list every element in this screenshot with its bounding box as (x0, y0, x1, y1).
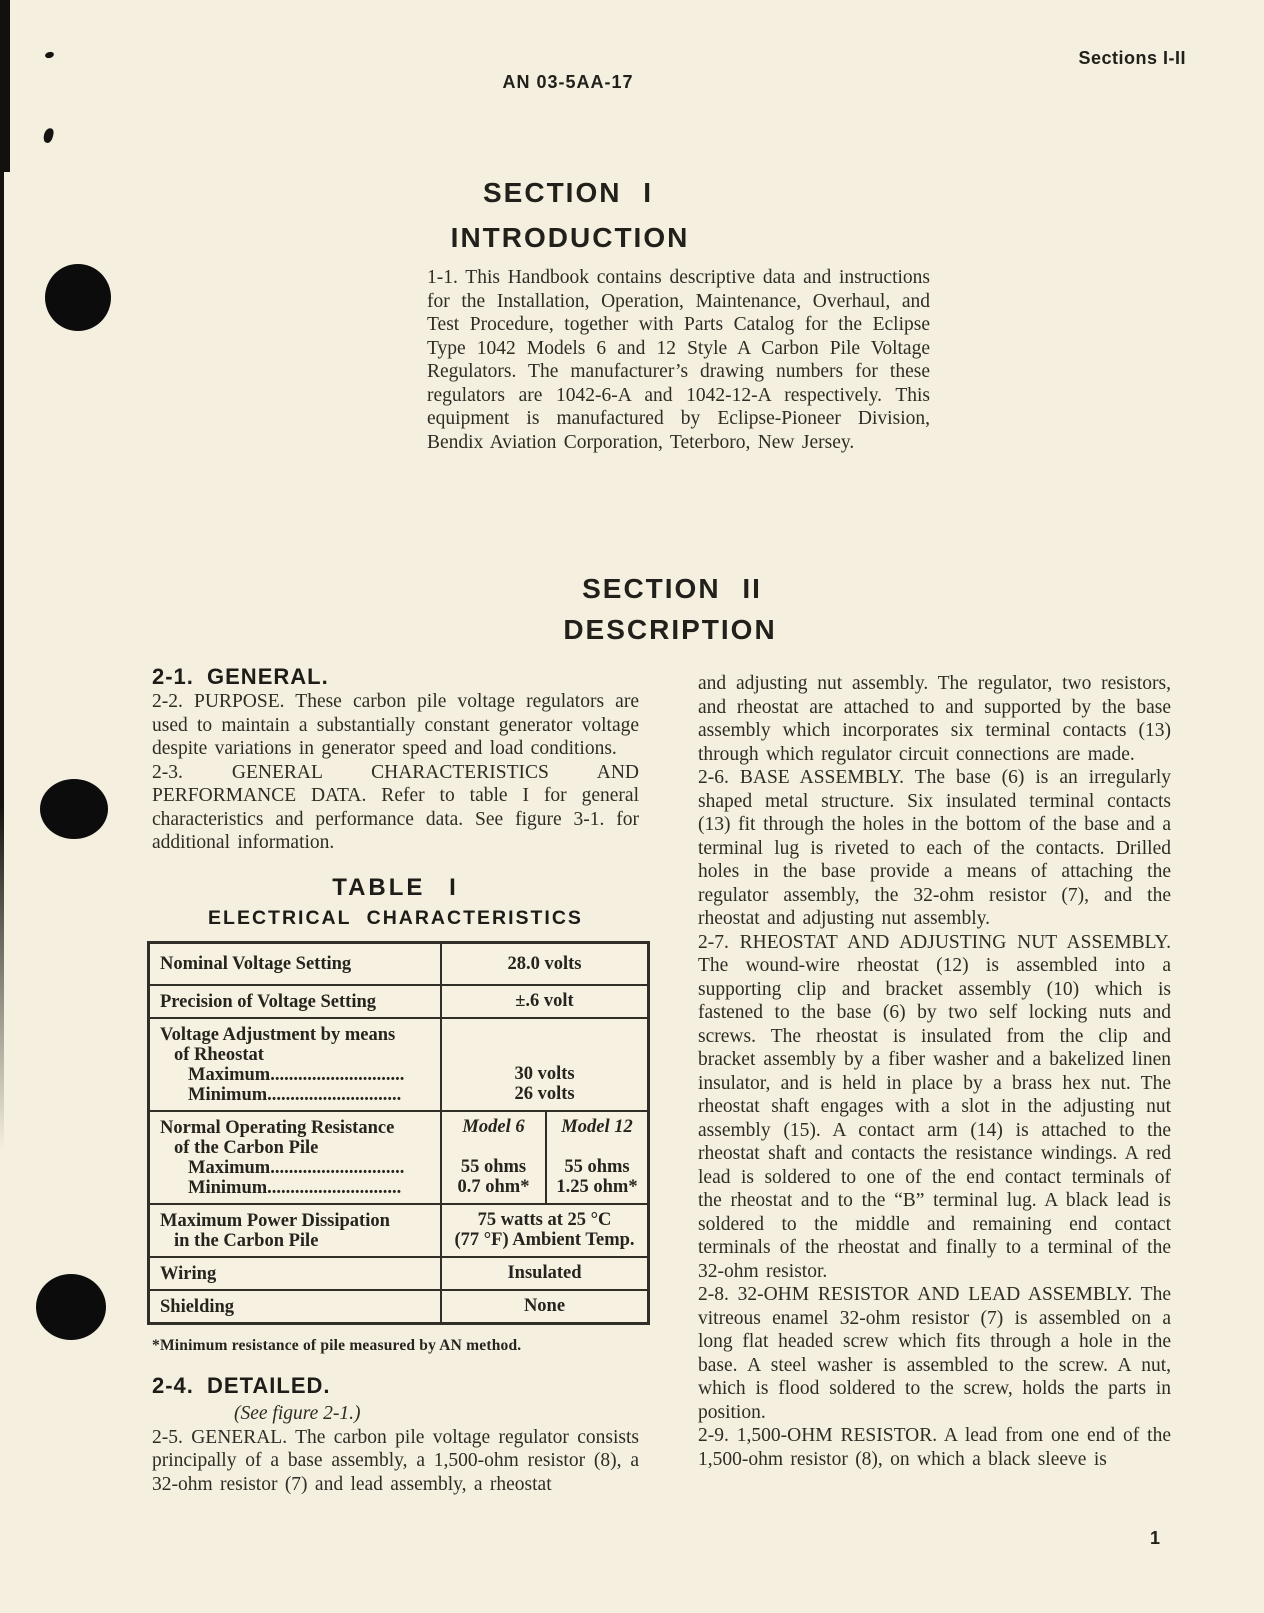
para-2-3: 2-3. GENERAL CHARACTERISTICS AND PERFORMANCE DATA. Refer to table I for general characteristics and performance data. See figure 3-1. for additional information. (152, 761, 639, 853)
table-row-power-dissipation (150, 1203, 647, 1256)
label-line: of Rheostat (174, 1044, 264, 1065)
value-line: 55 ohms (564, 1156, 630, 1177)
model-6-column (442, 1112, 547, 1203)
para-2-2: 2-2. PURPOSE. These carbon pile voltage regulators are used to maintain a substantially constant generator voltage despite variations in generator speed and load conditions. (152, 691, 639, 759)
label-line: Maximum............................. (188, 1064, 405, 1085)
row-value (442, 1019, 647, 1110)
para-2-5-continued: and adjusting nut assembly. The regulator, two resistors, and rheostat are attached to and supported by the base assembly which incorporates six terminal contacts (13) through which regulator circuit connections are made. (698, 673, 1171, 765)
see-figure-note: (See figure 2-1.) (234, 1402, 361, 1424)
intro-paragraph: 1-1. This Handbook contains descriptive data and instructions for the Installation, Operation, Maintenance, Overhaul, and Test Procedure, together with Parts Catalog for the Eclipse Type 1042 Models 6 and 12 Style A Carbon Pile Voltage Regulators. The manufacturer’s drawing numbers for these regulators are 1042-6-A and 1042-12-A respectively. This equipment is manufactured by Eclipse-Pioneer Division, Bendix Aviation Corporation, Teterboro, New Jersey. (427, 267, 930, 453)
row-label: Wiring (150, 1258, 442, 1289)
section-2-subtitle: DESCRIPTION (563, 614, 777, 645)
para-2-7: 2-7. RHEOSTAT AND ADJUSTING NUT ASSEMBLY. The wound-wire rheostat (12) is assembled into a supporting clip and bracket assembly (10) which is fastened to the base (6) by two self locking nuts and screws. The rheostat is insulated from the clip and bracket assembly by a fiber washer and a bakelized linen insulator, and is held in place by a brass hex nut. The rheostat shaft engages with a slot in the adjusting nut assembly (15). A contact arm (14) is attached to the rheostat shaft and contacts the resistance windings. A red lead is soldered to one of the end contact terminals of the rheostat and to the “B” terminal lug. A black lead is soldered to the middle and remaining end contact terminals of the rheostat and finally to a terminal of the 32-ohm resistor. (698, 931, 1171, 1282)
table-footnote: *Minimum resistance of pile measured by AN method. (152, 1336, 522, 1354)
row-value: None (523, 1296, 566, 1316)
label-line: Normal Operating Resistance (160, 1117, 395, 1138)
row-value: 28.0 volts (507, 953, 582, 974)
row-value (442, 1205, 647, 1256)
row-value: ±.6 volt (515, 991, 574, 1011)
model-12-column (547, 1112, 647, 1203)
value-line: (77 °F) Ambient Temp. (454, 1230, 635, 1250)
label-line: Minimum............................. (188, 1177, 402, 1198)
section-1-title: SECTION I (482, 177, 654, 208)
label-line: in the Carbon Pile (174, 1230, 319, 1251)
hole-punch (36, 1274, 106, 1340)
page-number: 1 (1150, 1528, 1161, 1548)
value-line: 30 volts (514, 1063, 575, 1084)
label-line: Minimum............................. (188, 1084, 402, 1105)
electrical-characteristics-table (147, 941, 650, 1325)
scan-edge-strip-top (0, 0, 10, 172)
section-1-subtitle: INTRODUCTION (450, 222, 690, 253)
hole-punch (40, 779, 108, 839)
label-line: of the Carbon Pile (174, 1137, 319, 1158)
label-line: Maximum Power Dissipation (160, 1210, 390, 1231)
value-line: 0.7 ohm* (457, 1176, 530, 1197)
label-line: Voltage Adjustment by means (160, 1024, 396, 1045)
table-row-precision (150, 984, 647, 1017)
row-value-split (442, 1112, 647, 1203)
doc-number: AN 03-5AA-17 (502, 72, 634, 92)
heading-2-1: 2-1. GENERAL. (152, 664, 329, 689)
table-title: TABLE I (332, 873, 459, 901)
para-2-9: 2-9. 1,500-OHM RESISTOR. A lead from one end of the 1,500-ohm resistor (8), on which a black sleeve is (698, 1425, 1171, 1470)
hole-punch (45, 264, 111, 331)
para-2-8: 2-8. 32-OHM RESISTOR AND LEAD ASSEMBLY. The vitreous enamel 32-ohm resistor (7) is assembled on a long flat headed screw which fits through a hole in the base. A steel washer is assembled to the screw. A nut, which is flood soldered to the screw, holds the parts in position. (698, 1284, 1171, 1423)
table-row-voltage-adjustment (150, 1017, 647, 1110)
row-label (150, 1019, 442, 1110)
scan-edge-strip (0, 0, 4, 1150)
value-line: 75 watts at 25 °C (477, 1210, 612, 1230)
section-2-title: SECTION II (582, 573, 762, 604)
value-line: 55 ohms (460, 1156, 527, 1177)
table-row-wiring (150, 1256, 647, 1289)
para-2-5: 2-5. GENERAL. The carbon pile voltage regulator consists principally of a base assembly, a 1,500-ohm resistor (8), a 32-ohm resistor (7) and lead assembly, a rheostat (152, 1426, 639, 1495)
heading-2-4: 2-4. DETAILED. (152, 1372, 331, 1398)
row-label (150, 1205, 442, 1256)
row-label (150, 1112, 442, 1203)
header-sections-label: Sections I-II (1078, 48, 1186, 68)
left-column (152, 664, 639, 1496)
row-label: Precision of Voltage Setting (150, 986, 442, 1017)
value-line: 1.25 ohm* (556, 1176, 638, 1197)
model-12-header: Model 12 (561, 1116, 633, 1137)
label-line: Maximum............................. (188, 1157, 405, 1178)
row-label: Nominal Voltage Setting (150, 944, 442, 984)
value-line: 26 volts (514, 1083, 575, 1104)
table-row-shielding (150, 1289, 647, 1322)
table-row-nominal-voltage (150, 944, 647, 984)
table-subtitle: ELECTRICAL CHARACTERISTICS (208, 906, 583, 929)
model-6-header: Model 6 (462, 1116, 525, 1137)
right-column (698, 672, 1171, 1471)
table-row-operating-resistance (150, 1110, 647, 1203)
ink-speck (44, 51, 54, 59)
row-label: Shielding (150, 1291, 442, 1322)
ink-speck (42, 127, 54, 144)
row-value: Insulated (507, 1263, 582, 1283)
para-2-6: 2-6. BASE ASSEMBLY. The base (6) is an irregularly shaped metal structure. Six insulated terminal contacts (13) fit through the holes in the bottom of the base and a terminal lug is riveted to each of the contacts. Drilled holes in the base provide a means of attaching the regulator assembly, the 32-ohm resistor (7), and the rheostat and adjusting nut assembly. (698, 767, 1171, 929)
